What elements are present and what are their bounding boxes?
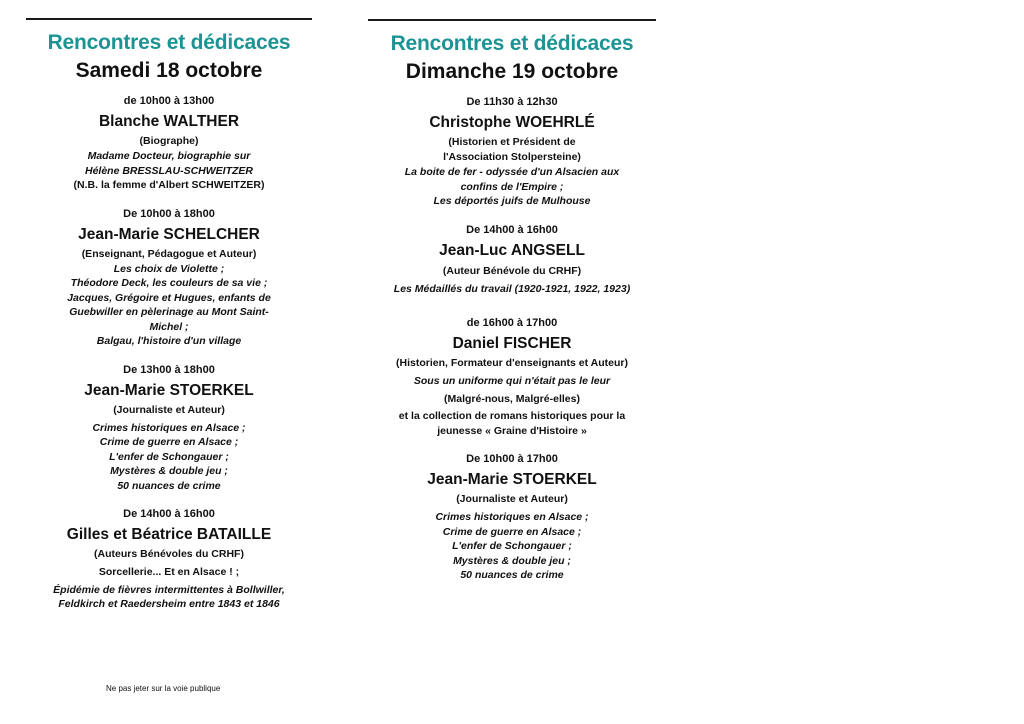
book-title: Les Médaillés du travail (1920-1921, 1922, 1923) xyxy=(393,282,631,295)
book-title: Crimes historiques en Alsace ; xyxy=(435,511,589,523)
author-role: (Auteurs Bénévoles du CRHF) xyxy=(94,548,244,560)
book-title: Crimes historiques en Alsace ; xyxy=(92,421,246,434)
author-name: Blanche WALTHER xyxy=(98,113,240,130)
event-time: De 13h00 à 18h00 xyxy=(123,363,215,376)
event-gilles-beatrice-bataille xyxy=(26,507,312,612)
author-role: (Auteur Bénévole du CRHF) xyxy=(442,264,582,277)
book-title: Sous un uniforme qui n'était pas le leur xyxy=(413,375,611,387)
book-note: (N.B. la femme d'Albert SCHWEITZER) xyxy=(73,179,265,191)
book-title: Hélène BRESSLAU-SCHWEITZER xyxy=(84,164,253,177)
author-name: Jean-Marie SCHELCHER xyxy=(78,225,260,243)
author-role: (Journaliste et Auteur) xyxy=(456,493,568,505)
top-rule xyxy=(368,19,656,21)
saturday-column xyxy=(26,18,312,626)
book-title: Les choix de Violette ; xyxy=(113,262,225,275)
book-note: jeunesse « Graine d'Histoire » xyxy=(437,424,587,437)
event-jean-marie-stoerkel-sat xyxy=(26,363,312,494)
author-role: (Journaliste et Auteur) xyxy=(113,403,225,416)
event-time: De 10h00 à 17h00 xyxy=(466,453,558,465)
book-title: Sorcellerie... Et en Alsace ! ; xyxy=(98,566,240,578)
book-title: La boite de fer - odyssée d'un Alsacien aux xyxy=(404,166,620,178)
section-heading: Rencontres et dédicaces xyxy=(390,32,634,55)
author-name: Jean-Luc ANGSELL xyxy=(439,241,585,259)
author-role: (Historien, Formateur d'enseignants et Auteur) xyxy=(396,357,628,369)
event-jean-luc-angsell xyxy=(368,223,656,297)
event-daniel-fischer xyxy=(368,316,656,438)
book-title: Épidémie de fièvres intermittentes à Bollwiller, xyxy=(53,583,285,596)
author-name: Christophe WOEHRLÉ xyxy=(429,114,595,131)
author-role: l'Association Stolpersteine) xyxy=(443,151,581,163)
book-title: Madame Docteur, biographie sur xyxy=(87,150,251,162)
sunday-column xyxy=(368,19,656,597)
book-title: Guebwiller en pèlerinage au Mont Saint- xyxy=(69,306,269,318)
day-title: Dimanche 19 octobre xyxy=(405,60,619,83)
book-title: Jacques, Grégoire et Hugues, enfants de xyxy=(67,291,271,304)
book-title: Mystères & double jeu ; xyxy=(110,465,228,477)
author-role: (Biographe) xyxy=(139,135,199,147)
book-title: Balgau, l'histoire d'un village xyxy=(96,335,242,347)
footer-note: Ne pas jeter sur la voie publique xyxy=(106,684,221,693)
author-name: Daniel FISCHER xyxy=(452,335,572,352)
book-title: Feldkirch et Raedersheim entre 1843 et 1846 xyxy=(58,598,280,610)
day-title: Samedi 18 octobre xyxy=(75,59,263,82)
book-title: Mystères & double jeu ; xyxy=(453,554,571,567)
event-time: de 10h00 à 13h00 xyxy=(123,95,215,107)
book-note: et la collection de romans historiques pour la xyxy=(398,410,626,422)
event-blanche-walther xyxy=(26,94,312,193)
book-title: Michel ; xyxy=(149,320,189,333)
book-title: 50 nuances de crime xyxy=(117,479,221,492)
author-role: (Historien et Président de xyxy=(448,136,576,148)
author-name: Gilles et Béatrice BATAILLE xyxy=(66,526,272,543)
author-role: (Enseignant, Pédagogue et Auteur) xyxy=(81,247,257,260)
section-heading: Rencontres et dédicaces xyxy=(47,31,291,54)
book-title: L'enfer de Schongauer ; xyxy=(452,540,572,552)
event-time: De 14h00 à 16h00 xyxy=(123,508,215,520)
event-time: de 16h00 à 17h00 xyxy=(466,317,558,329)
author-name: Jean-Marie STOERKEL xyxy=(427,471,597,488)
top-rule xyxy=(26,18,312,20)
book-title: Les déportés juifs de Mulhouse xyxy=(433,195,591,207)
event-jean-marie-stoerkel-sun xyxy=(368,452,656,583)
book-note: (Malgré-nous, Malgré-elles) xyxy=(444,392,580,405)
event-time: De 11h30 à 12h30 xyxy=(466,96,558,108)
event-time: De 10h00 à 18h00 xyxy=(123,207,215,220)
event-christophe-woehrle xyxy=(368,95,656,209)
author-name: Jean-Marie STOERKEL xyxy=(84,381,254,399)
book-title: confins de l'Empire ; xyxy=(460,180,564,193)
book-title: Crime de guerre en Alsace ; xyxy=(442,525,582,538)
book-title: Théodore Deck, les couleurs de sa vie ; xyxy=(70,277,268,289)
event-time: De 14h00 à 16h00 xyxy=(466,223,558,236)
book-title: Crime de guerre en Alsace ; xyxy=(99,436,239,448)
event-jean-marie-schelcher xyxy=(26,207,312,349)
book-title: 50 nuances de crime xyxy=(460,569,564,581)
book-title: L'enfer de Schongauer ; xyxy=(109,450,229,463)
